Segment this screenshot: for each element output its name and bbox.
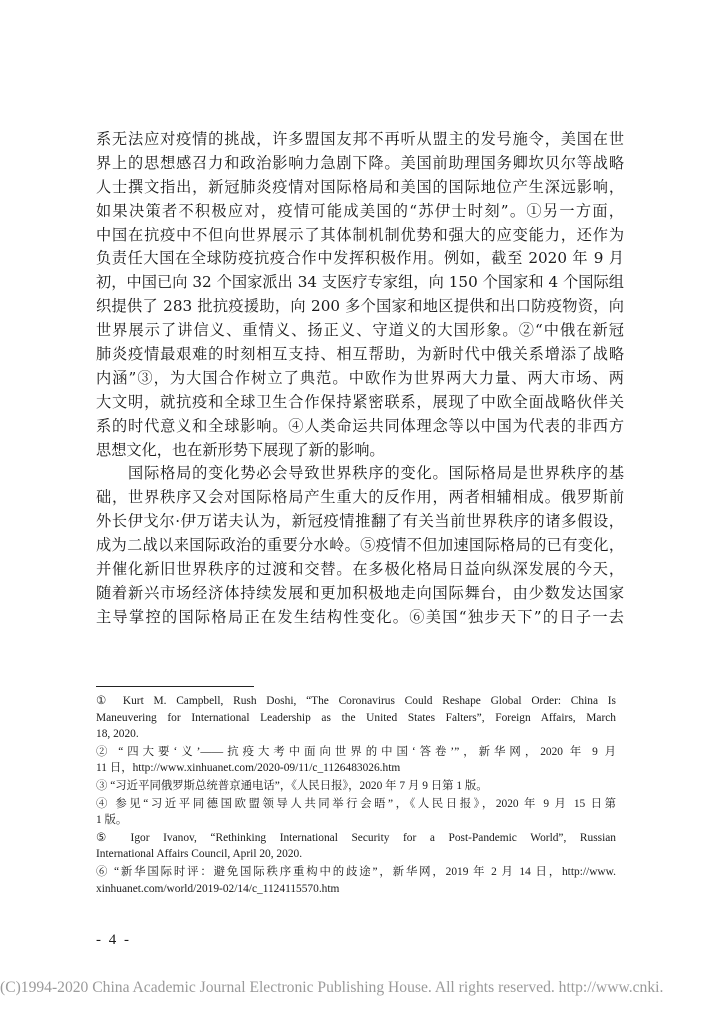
footnote-line: ① Kurt M. Campbell, Rush Doshi, “The Coronavirus Could Reshape Global Order: China Is <box>96 695 616 707</box>
body-line: 主导掌控的国际格局正在发生结构性变化。⑥美国“独步天下”的日子一去 <box>96 607 624 626</box>
body-line: 国际格局的变化势必会导致世界秩序的变化。国际格局是世界秩序的基 <box>96 464 624 483</box>
footnote-line: 11 日，http://www.xinhuanet.com/2020-09/11/c_1126483026.htm <box>96 762 401 775</box>
footnote-separator <box>96 686 254 687</box>
body-line: 成为二战以来国际政治的重要分水岭。⑤疫情不但加速国际格局的已有变化， <box>96 536 624 555</box>
body-line: 系无法应对疫情的挑战，许多盟国友邦不再听从盟主的发号施令，美国在世 <box>96 130 624 148</box>
body-line: 系的时代意义和全球影响。④人类命运共同体理念等以中国为代表的非西方 <box>96 416 624 435</box>
body-line: 初，中国已向 32 个国家派出 34 支医疗专家组，向 150 个国家和 4 个国际组 <box>96 273 624 292</box>
body-line: 内涵”③，为大国合作树立了典范。中欧作为世界两大力量、两大市场、两 <box>96 368 624 387</box>
footnote <box>96 796 616 829</box>
page-number: - 4 - <box>96 932 131 948</box>
footnote <box>96 830 616 863</box>
footnote <box>96 693 616 743</box>
footnote-line: ④ 参见“习近平同德国欧盟领导人共同举行会晤”，《人民日报》，2020 年 9 月 15 日第 <box>96 797 616 810</box>
footnote <box>96 744 616 777</box>
body-line: 界上的思想感召力和政治影响力急剧下降。美国前助理国务卿坎贝尔等战略 <box>96 153 624 172</box>
body-text <box>96 128 624 630</box>
footnote-line: Maneuvering for International Leadership as the United States Falters”, Foreign Affairs, March <box>96 711 616 724</box>
footnote-line: ⑥ “新华国际时评：避免国际秩序重构中的歧途”，新华网，2019 年 2 月 14 日，http://www. <box>96 865 616 878</box>
body-line: 如果决策者不积极应对，疫情可能成美国的“苏伊士时刻”。①另一方面， <box>96 201 624 220</box>
body-line: 并催化新旧世界秩序的过渡和交替。在多极化格局日益向纵深发展的今天， <box>96 560 624 579</box>
footnote-line: International Affairs Council, April 20, 2020. <box>96 848 303 861</box>
body-line: 肺炎疫情最艰难的时刻相互支持、相互帮助，为新时代中俄关系增添了战略 <box>96 345 624 364</box>
footnote-line: ③ “习近平同俄罗斯总统普京通电话”，《人民日报》，2020 年 7 月 9 日第 1 版。 <box>96 779 488 792</box>
body-line: 负责任大国在全球防疫抗疫合作中发挥积极作用。例如，截至 2020 年 9 月 <box>96 249 624 268</box>
body-line: 中国在抗疫中不但向世界展示了其体制机制优势和强大的应变能力，还作为 <box>96 225 624 244</box>
body-line: 人士撰文指出，新冠肺炎疫情对国际格局和美国的国际地位产生深远影响， <box>96 177 624 196</box>
body-line: 外长伊戈尔·伊万诺夫认为，新冠疫情推翻了有关当前世界秩序的诸多假设， <box>96 512 624 531</box>
footnote <box>96 778 616 795</box>
body-line: 世界展示了讲信义、重情义、扬正义、守道义的大国形象。②“中俄在新冠 <box>96 321 624 340</box>
footnote-line: xinhuanet.com/world/2019-02/14/c_1124115570.htm <box>96 882 340 895</box>
footnote-line: 1 版。 <box>96 814 128 827</box>
footnote-line: ⑤ Igor Ivanov, “Rethinking International Security for a Post-Pandemic World”, Russian <box>96 831 616 844</box>
footnote <box>96 864 616 897</box>
footnote-line: 18, 2020. <box>96 728 139 741</box>
body-line: 织提供了 283 批抗疫援助，向 200 多个国家和地区提供和出口防疫物资，向 <box>96 297 624 316</box>
body-line: 随着新兴市场经济体持续发展和更加积极地走向国际舞台，由少数发达国家 <box>96 583 624 602</box>
body-line: 础，世界秩序又会对国际格局产生重大的反作用，两者相辅相成。俄罗斯前 <box>96 488 624 507</box>
footnote-line: ② “四大要‘义’——抗疫大考中面向世界的中国‘答卷’”，新华网，2020 年 9 月 <box>96 745 616 758</box>
copyright-watermark: (C)1994-2020 China Academic Journal Electronic Publishing House. All rights reserved. http://www.cnki. <box>0 979 664 996</box>
footnotes <box>96 693 616 898</box>
body-line: 思想文化，也在新形势下展现了新的影响。 <box>96 440 385 459</box>
body-line: 大文明，就抗疫和全球卫生合作保持紧密联系，展现了中欧全面战略伙伴关 <box>96 392 624 411</box>
